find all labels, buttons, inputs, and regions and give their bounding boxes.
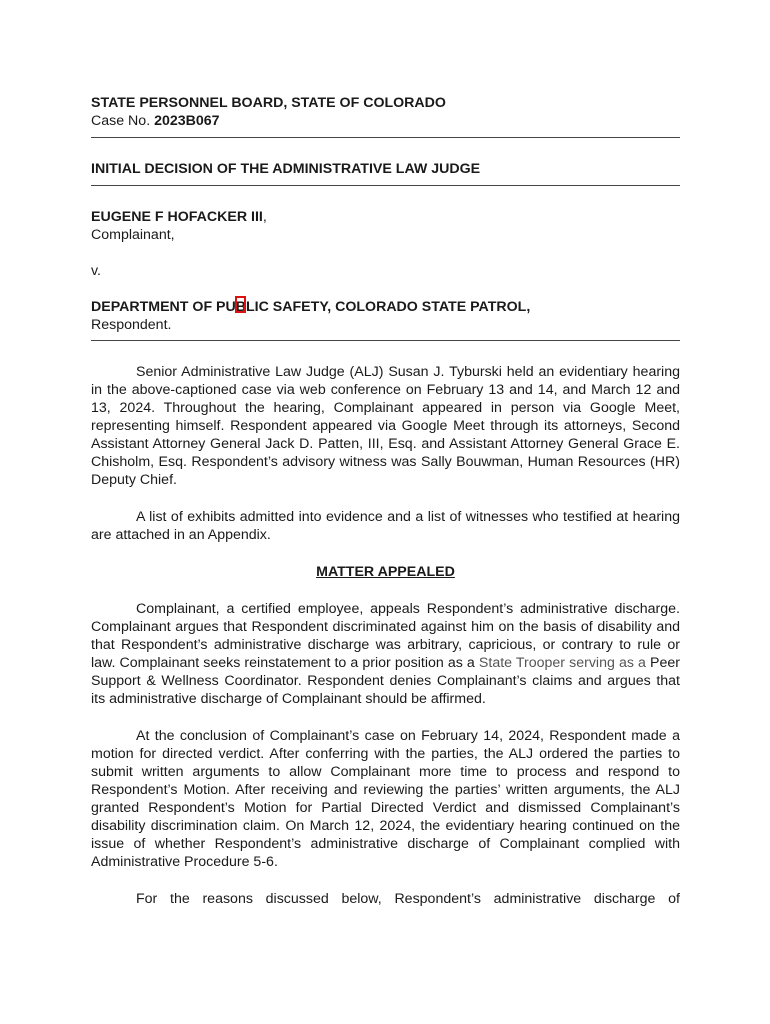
complainant-role: Complainant, — [91, 227, 175, 243]
document-page — [91, 94, 680, 908]
matter-paragraph-3: For the reasons discussed below, Respondent’s administrative discharge of — [136, 891, 680, 907]
complainant-name: EUGENE F HOFACKER III — [91, 209, 263, 225]
respondent-name-part2: LIC SAFETY, COLORADO STATE PATROL, — [246, 299, 531, 315]
highlighted-letter: B — [236, 298, 246, 316]
respondent-line — [91, 298, 680, 316]
matter-paragraph-1: Complainant, a certified employee, appeals Respondent’s administrative discharge. Complainant argues that Respondent discriminated against him on the basis of disability and that Respondent’s administrative discharge was arbitrary, capricious, or contrary to rule or law. Complainant seeks reinstatement to a prior position as a State Trooper serving as a Peer Support & Wellness Coordinator. Respondent denies Complainant’s claims and argues that its administrative discharge of Complainant should be affirmed. — [91, 601, 680, 707]
intro-paragraph-2: A list of exhibits admitted into evidence and a list of witnesses who testified at hearing are attached in an Appendix. — [91, 509, 680, 543]
highlight-box — [235, 296, 246, 313]
document-title: INITIAL DECISION OF THE ADMINISTRATIVE LAW JUDGE — [91, 161, 481, 177]
respondent-role: Respondent. — [91, 317, 172, 333]
respondent-name-part1: DEPARTMENT OF PU — [91, 299, 236, 315]
complainant-line — [91, 208, 680, 226]
case-number-line — [91, 112, 680, 130]
matter-paragraph-2: At the conclusion of Complainant’s case on February 14, 2024, Respondent made a motion for directed verdict. After conferring with the parties, the ALJ ordered the parties to submit written arguments to allow Complainant more time to process and respond to Respondent’s Motion. After receiving and reviewing the parties’ written arguments, the ALJ granted Respondent’s Motion for Partial Directed Verdict and dismissed Complainant’s disability discrimination claim. On March 12, 2024, the evidentiary hearing continued on the issue of whether Respondent’s administrative discharge of Complainant complied with Administrative Procedure 5-6. — [91, 728, 680, 870]
board-name: STATE PERSONNEL BOARD, STATE OF COLORADO — [91, 95, 446, 111]
muted-text: State Trooper serving as a — [478, 655, 646, 671]
complainant-comma: , — [262, 209, 267, 225]
section-heading-matter-appealed: MATTER APPEALED — [316, 564, 455, 580]
versus-label: v. — [91, 263, 101, 279]
case-number: 2023B067 — [154, 113, 220, 129]
case-prefix: Case No. — [91, 113, 155, 129]
intro-paragraph-1: Senior Administrative Law Judge (ALJ) Susan J. Tyburski held an evidentiary hearing in the above-captioned case via web conference on February 13 and 14, and March 12 and 13, 2024. Throughout the hearing, Complainant appeared in person via Google Meet, representing himself. Respondent appeared via Google Meet through its attorneys, Second Assistant Attorney General Jack D. Patten, III, Esq. and Assistant Attorney General Grace E. Chisholm, Esq. Respondent’s advisory witness was Sally Bouwman, Human Resources (HR) Deputy Chief. — [91, 364, 680, 488]
